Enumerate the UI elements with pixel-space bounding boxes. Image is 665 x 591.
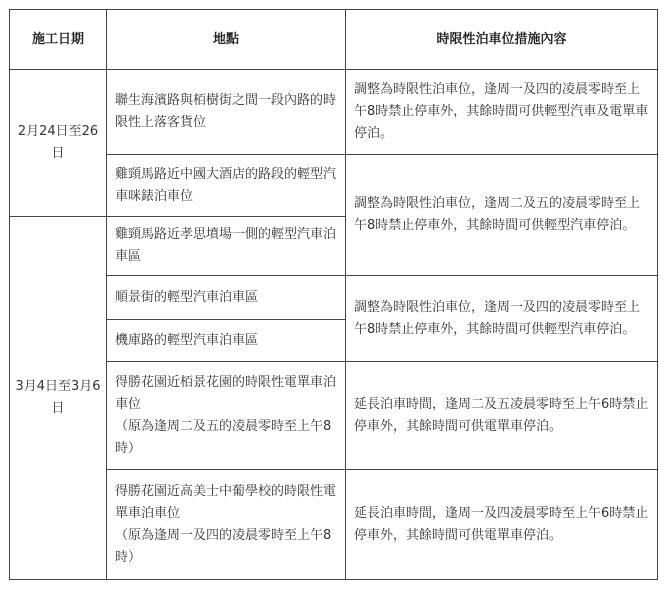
location-cell: 聯生海濱路與栢樹街之間一段內路的時限性上落客貨位	[107, 70, 346, 155]
location-cell	[107, 362, 346, 470]
measure-cell: 調整為時限性泊車位，逢周二及五的凌晨零時至上午8時禁止停車外，其餘時間可供輕型汽車停泊。	[346, 155, 658, 276]
table-row	[10, 70, 658, 155]
measure-cell: 調整為時限性泊車位，逢周一及四的凌晨零時至上午8時禁止停車外，其餘時間可供輕型汽車停泊。	[346, 276, 658, 362]
location-cell: 雞頸馬路近中國大酒店的路段的輕型汽車咪錶泊車位	[107, 155, 346, 217]
table-row	[10, 155, 658, 217]
location-note: （原為逢周一及四的凌晨零時至上午8時）	[115, 527, 332, 565]
location-text: 得勝花園近栢景花園的時限性電單車泊車位	[115, 374, 337, 412]
location-note: （原為逢周二及五的凌晨零時至上午8時）	[115, 418, 332, 456]
date-cell: 2月24日至26日	[10, 70, 107, 217]
header-measure: 時限性泊車位措施內容	[346, 10, 658, 70]
measure-cell: 延長泊車時間，逢周二及五凌晨零時至上午6時禁止停車外，其餘時間可供電單車停泊。	[346, 362, 658, 470]
measure-cell: 調整為時限性泊車位，逢周一及四的凌晨零時至上午8時禁止停車外，其餘時間可供輕型汽車及電單車停泊。	[346, 70, 658, 155]
location-cell: 順景街的輕型汽車泊車區	[107, 276, 346, 320]
location-cell: 機庫路的輕型汽車泊車區	[107, 320, 346, 362]
table-row	[10, 470, 658, 580]
location-cell	[107, 470, 346, 580]
date-cell: 3月4日至3月6日	[10, 217, 107, 580]
header-date: 施工日期	[10, 10, 107, 70]
measure-cell: 延長泊車時間，逢周一及四凌晨零時至上午6時禁止停車外，其餘時間可供電單車停泊。	[346, 470, 658, 580]
table-row	[10, 362, 658, 470]
header-location: 地點	[107, 10, 346, 70]
table-row	[10, 276, 658, 320]
location-text: 得勝花園近高美士中葡學校的時限性電單車泊車位	[115, 483, 337, 521]
location-cell: 雞頸馬路近孝思墳場一側的輕型汽車泊車區	[107, 217, 346, 276]
header-row	[10, 10, 658, 70]
parking-measures-table	[9, 9, 658, 580]
